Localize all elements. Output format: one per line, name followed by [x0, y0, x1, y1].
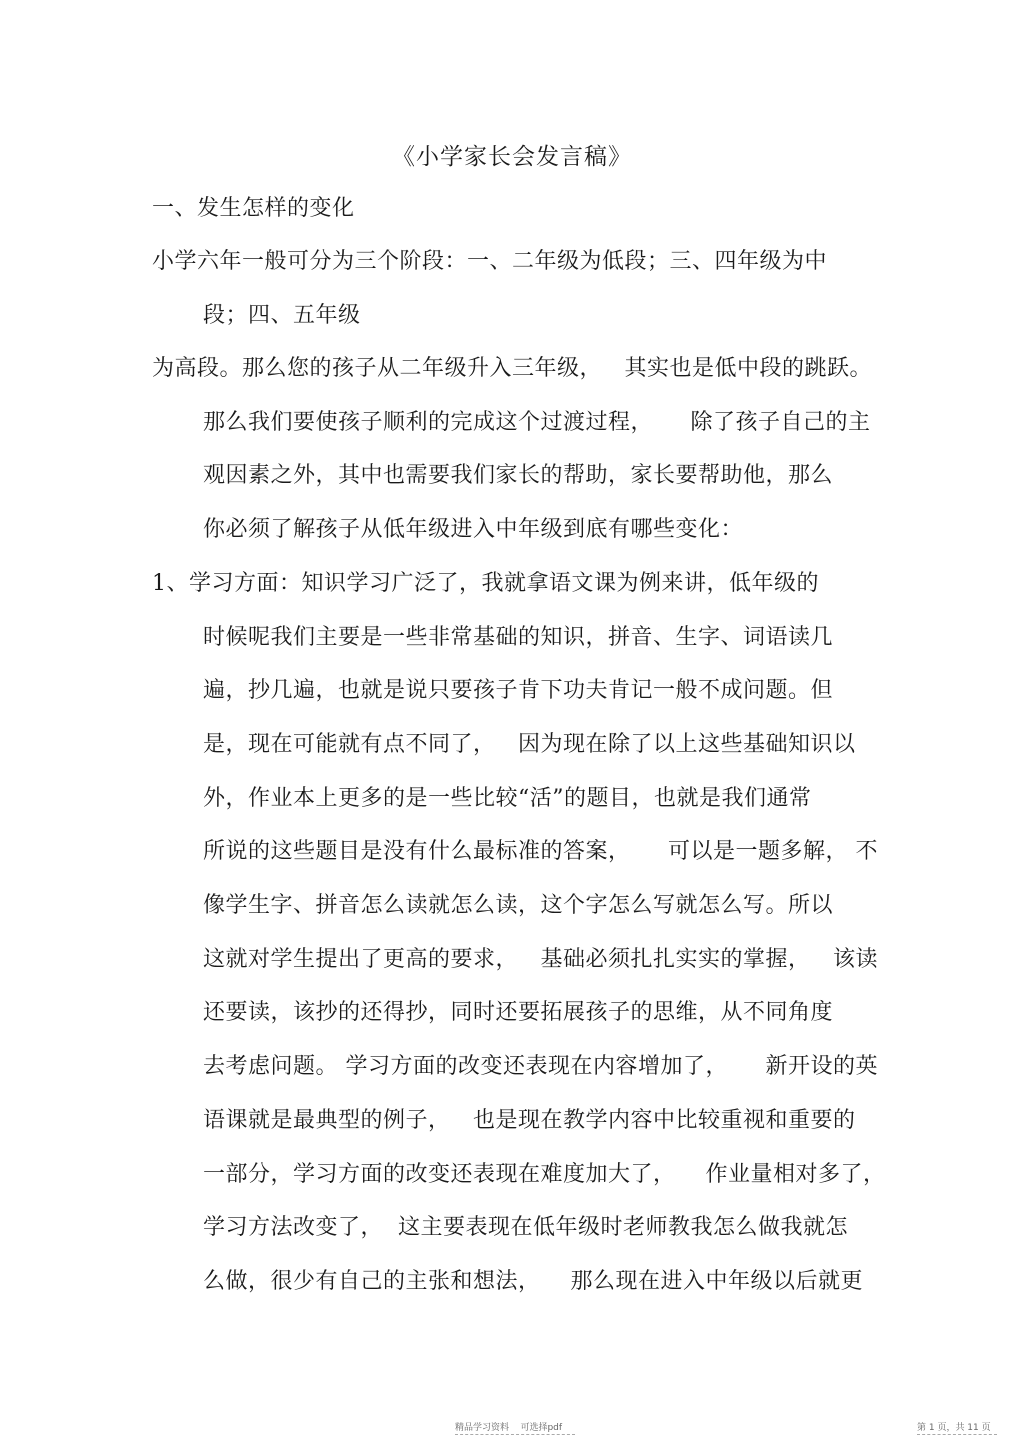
- paragraph-line: 一部分，学习方面的改变还表现在难度加大了， 作业量相对多了，: [203, 1162, 886, 1187]
- paragraph-line: 为高段。那么您的孩子从二年级升入三年级， 其实也是低中段的跳跃。: [152, 356, 872, 381]
- paragraph-line: 还要读，该抄的还得抄，同时还要拓展孩子的思维，从不同角度: [203, 1000, 834, 1025]
- paragraph-line: 是，现在可能就有点不同了， 因为现在除了以上这些基础知识以: [203, 732, 856, 757]
- paragraph-line: 学习方法改变了， 这主要表现在低年级时老师教我怎么做我就怎: [203, 1215, 848, 1240]
- paragraph-line: 观因素之外，其中也需要我们家长的帮助，家长要帮助他，那么: [203, 463, 834, 488]
- paragraph-line: 语课就是最典型的例子， 也是现在教学内容中比较重视和重要的: [203, 1108, 856, 1133]
- paragraph-line: 遍，抄几遍，也就是说只要孩子肯下功夫肯记一般不成问题。但: [203, 678, 834, 703]
- paragraph-line: 这就对学生提出了更高的要求， 基础必须扎扎实实的掌握， 该读: [203, 947, 878, 972]
- document-title: 《小学家长会发言稿》: [392, 144, 632, 170]
- paragraph-line: 外，作业本上更多的是一些比较“活”的题目，也就是我们通常: [203, 786, 812, 811]
- footer-source-note: 精品学习资料 可选择pdf: [455, 1423, 563, 1433]
- footer-divider: [455, 1434, 575, 1435]
- paragraph-line: 去考虑问题。 学习方面的改变还表现在内容增加了， 新开设的英: [203, 1054, 878, 1079]
- section-heading: 一、发生怎样的变化: [152, 196, 355, 221]
- paragraph-line: 所说的这些题目是没有什么最标准的答案， 可以是一题多解， 不: [203, 839, 878, 864]
- paragraph-line: 那么我们要使孩子顺利的完成这个过渡过程， 除了孩子自己的主: [203, 410, 871, 435]
- page-number: 第 1 页，共 11 页: [917, 1423, 991, 1433]
- paragraph-line: 么做，很少有自己的主张和想法， 那么现在进入中年级以后就更: [203, 1269, 863, 1294]
- paragraph-line: 像学生字、拼音怎么读就怎么读，这个字怎么写就怎么写。所以: [203, 893, 834, 918]
- paragraph-line: 你必须了解孩子从低年级进入中年级到底有哪些变化：: [203, 517, 744, 542]
- footer-divider-right: [917, 1434, 997, 1435]
- paragraph-line: 1、学习方面：知识学习广泛了，我就拿语文课为例来讲，低年级的: [152, 571, 819, 596]
- paragraph-line: 小学六年一般可分为三个阶段：一、二年级为低段；三、四年级为中: [152, 249, 828, 274]
- paragraph-line: 时候呢我们主要是一些非常基础的知识，拼音、生字、词语读几: [203, 625, 834, 650]
- paragraph-line: 段；四、五年级: [203, 303, 361, 328]
